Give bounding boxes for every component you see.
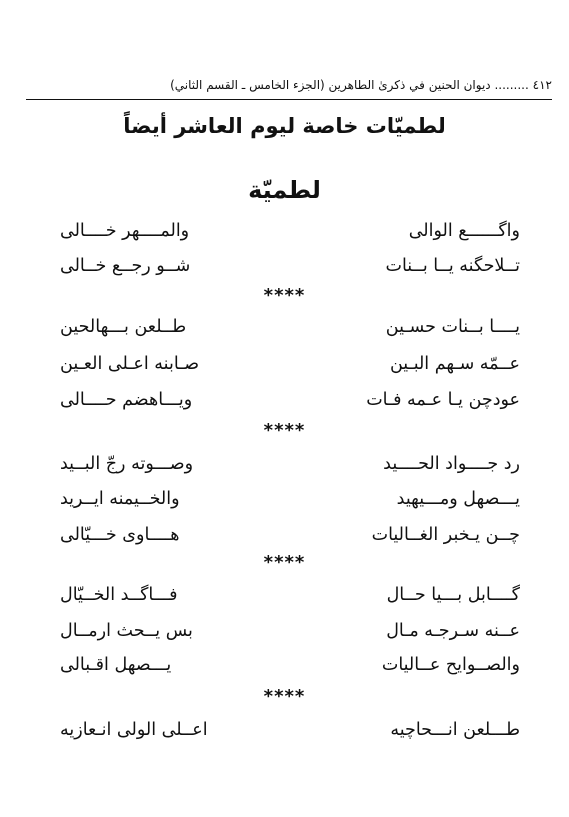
verse-first-hemistich: چــن يـخبر الغــاليات <box>371 525 520 545</box>
verse-second-hemistich: وصـــوته رجّ البــيد <box>60 454 194 474</box>
verse-second-hemistich: صـابنه اعـلى العـين <box>60 354 200 374</box>
verse-first-hemistich: عــمّه سـهم البـين <box>389 354 520 374</box>
section-title: لطميّات خاصة ليوم العاشر أيضاً <box>123 114 446 138</box>
verse-line <box>60 648 520 682</box>
verse-second-hemistich: طــلعن بـــهالحين <box>60 317 187 337</box>
stanza-separator: **** <box>263 285 306 306</box>
verse-second-hemistich: يـــصهل اقـبالى <box>60 655 172 675</box>
verse-line <box>60 482 520 516</box>
verse-second-hemistich: هــــاوى خـــيّالى <box>60 525 180 545</box>
verse-line <box>60 578 520 612</box>
page-number: ٤١٢ <box>532 78 552 92</box>
verse-line <box>60 614 520 648</box>
stanza-separator: **** <box>263 552 306 573</box>
verse-first-hemistich: عــنه سـرجـه مـال <box>386 621 520 641</box>
running-header <box>26 74 552 96</box>
verse-second-hemistich: اعــلى الولى انـعازيه <box>60 720 208 740</box>
verse-line <box>60 447 520 481</box>
stanza-separator: **** <box>263 686 306 707</box>
verse-line <box>60 383 520 417</box>
stanza-separator: **** <box>263 420 306 441</box>
verse-first-hemistich: طـــلعن انـــحاچيه <box>390 720 520 740</box>
verse-first-hemistich: والصــوايح عــاليات <box>381 655 520 675</box>
verse-second-hemistich: والخــيمنه ايــريد <box>60 489 180 509</box>
verse-first-hemistich: واگــــــع الوالى <box>408 221 520 241</box>
header-dots: ......... <box>494 78 529 92</box>
verse-second-hemistich: فـــاگــد الخــيّال <box>60 585 178 605</box>
verse-first-hemistich: رد جــــواد الحــــيد <box>383 454 520 474</box>
verse-line <box>60 214 520 248</box>
verse-second-hemistich: ويـــاهضم حــــالى <box>60 390 193 410</box>
verse-line <box>60 347 520 381</box>
header-rule <box>26 99 552 100</box>
verse-first-hemistich: يـــصهل ومـــيهيد <box>396 489 520 509</box>
verse-line <box>60 310 520 344</box>
book-title: ديوان الحنين في ذكرىٰ الطاهرين (الجزء الخامس ـ القسم الثاني) <box>170 78 491 92</box>
poem-title: لطميّة <box>248 176 321 204</box>
verse-second-hemistich: شــو رجــع خــالى <box>60 256 191 276</box>
verse-first-hemistich: گــــابل بـــيا حــال <box>386 585 520 605</box>
verse-first-hemistich: عودچن يـا عـمه فـات <box>366 390 520 410</box>
verse-line <box>60 713 520 747</box>
verse-second-hemistich: والمــــهر خــــالى <box>60 221 190 241</box>
verse-first-hemistich: يــــا بــنات حسـين <box>385 317 520 337</box>
verse-line <box>60 518 520 552</box>
verse-line <box>60 249 520 283</box>
verse-first-hemistich: تــلاحگنه يــا بــنات <box>385 256 520 276</box>
verse-second-hemistich: بس يــحث ارمــال <box>60 621 193 641</box>
